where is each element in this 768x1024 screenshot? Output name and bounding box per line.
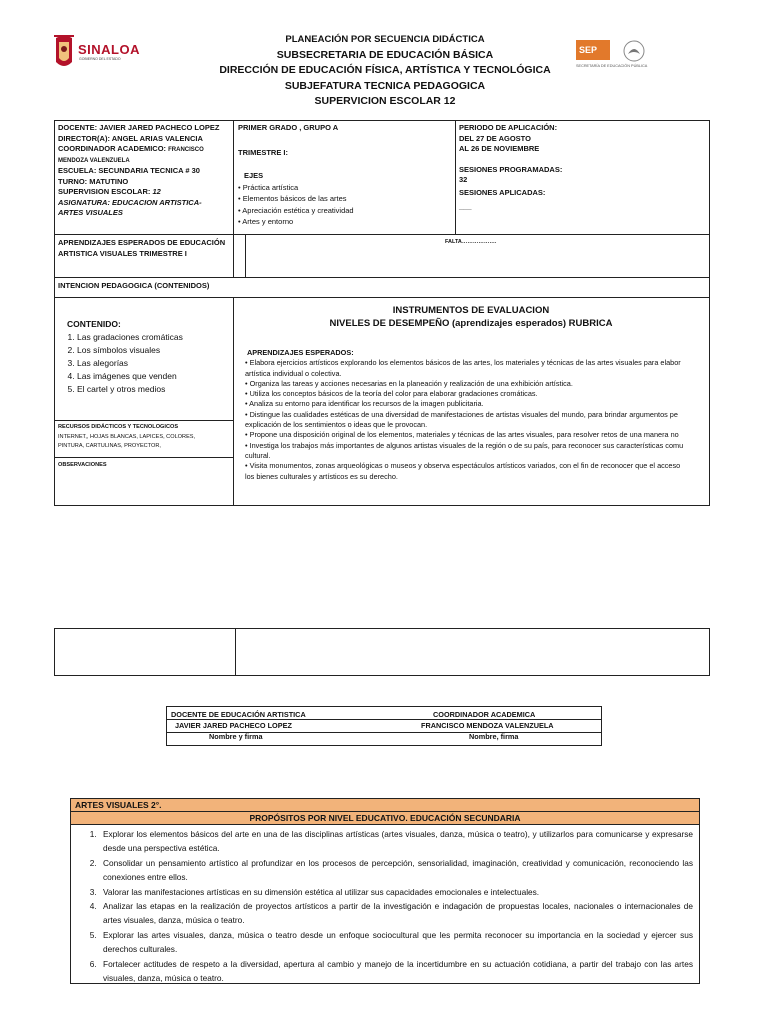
sinaloa-subtitle: GOBIERNO DEL ESTADO (79, 57, 121, 61)
aprendizaje-line: artística individual o colectiva. (245, 368, 342, 378)
ejes-label: EJES (244, 171, 264, 180)
sep-subtitle: SECRETARÍA DE EDUCACIÓN PÚBLICA (576, 63, 648, 68)
grid-line (455, 121, 456, 234)
periodo-del: DEL 27 DE AGOSTO (459, 133, 531, 143)
evaluacion-cell (234, 304, 708, 330)
aprendizajes-label-1: APRENDIZAJES ESPERADOS DE EDUCACIÓN (58, 238, 226, 247)
docente: DOCENTE: JAVIER JARED PACHECO LOPEZ (58, 123, 220, 132)
coordinador-label: COORDINADOR ACADEMICO: (58, 144, 169, 153)
director: DIRECTOR(A): ANGEL ARIAS VALENCIA (58, 133, 203, 143)
sep-wordmark: SEP (579, 45, 598, 55)
aprendizaje-line: • Visita monumentos, zonas arqueológicas o museos y observa espectáculos artísticos variados, con el fin de reconocer que el acceso (245, 461, 681, 471)
supervision (58, 187, 232, 198)
aprendizaje-line: • Distingue las cualidades estéticas de una diversidad de manifestaciones de artistas visuales del mundo, para brindar argumentos pe (245, 409, 678, 419)
eje-item: • Artes y entorno (238, 217, 294, 226)
contenido-item: 2. Los símbolos visuales (77, 344, 231, 357)
coordinador-sign-label: Nombre, firma (469, 732, 519, 741)
docente-signature-block (171, 709, 331, 742)
periodo-al: AL 26 DE NOVIEMBRE (459, 144, 540, 153)
recursos-line-1: INTERNET,, HOJAS BLANCAS, LAPICES, COLORES, (58, 433, 196, 440)
recursos-cell (58, 423, 232, 452)
aprendizajes-label-cell (58, 238, 244, 259)
sesiones-aplicadas-label: SESIONES APLICADAS: (459, 187, 546, 197)
contenido-cell (61, 318, 231, 396)
document-header (170, 32, 600, 110)
falta-text: FALTA………………. (445, 239, 497, 245)
eje-item: • Apreciación estética y creatividad (238, 205, 354, 215)
escuela: ESCUELA: SECUNDARIA TECNICA # 30 (58, 166, 200, 175)
blank-table (54, 628, 710, 676)
coordinador-name-1: FRANCISCO (168, 147, 204, 153)
eje-item: • Elementos básicos de las artes (238, 194, 347, 203)
trimestre: TRIMESTRE I: (238, 147, 288, 157)
intencion-label: INTENCION PEDAGOGICA (CONTENIDOS) (58, 281, 210, 290)
contenido-item: 5. El cartel y otros medios (77, 383, 231, 396)
header-line-5: SUPERVICION ESCOLAR 12 (314, 95, 456, 107)
docente-sign-label: Nombre y firma (209, 732, 263, 741)
eje-item: • Práctica artística (238, 182, 299, 192)
grade-cell (238, 123, 452, 228)
sesiones-programadas-value: 32 (459, 175, 468, 184)
recursos-line-2: PINTURA, CARTULINAS, PROYECTOR, (58, 443, 161, 449)
grado: PRIMER GRADO , GRUPO A (238, 123, 339, 132)
aprendizaje-line: los bienes culturales y artísticos es su derecho. (245, 471, 398, 481)
aprendizaje-line: • Elabora ejercicios artísticos explorando los elementos básicos de las artes, los materiales y técnicas de las artes visuales para elabor (245, 358, 681, 368)
grid-line (235, 629, 236, 675)
sesiones-aplicadas-value: ___ (459, 202, 472, 211)
proposito-item: 2. Consolidar un pensamiento artístico al profundizar en los procesos de percepción, sensorialidad, imaginación, creatividad y comunicación, reconociendo las conexiones entre ellos. (99, 856, 693, 885)
grid-line (55, 277, 709, 278)
evaluacion-title-2: NIVELES DE DESEMPEÑO (aprendizajes esperados) RUBRICA (329, 318, 613, 329)
docente-title: DOCENTE DE EDUCACIÓN ARTISTICA (171, 710, 306, 719)
recursos-label: RECURSOS DIDÁCTICOS Y TECNOLOGICOS (58, 424, 179, 430)
coordinador-name: FRANCISCO MENDOZA VALENZUELA (421, 721, 554, 730)
aprendizaje-line: explicación de los sentimientos o ideas que le provocan. (245, 420, 428, 430)
proposito-item: 5. Explorar las artes visuales, danza, música o teatro desde un enfoque sociocultural que les permita reconocer su importancia en la sociedad y ejercer sus derechos culturales. (99, 928, 693, 957)
proposito-item: 6. Fortalecer actitudes de respeto a la diversidad, apertura al cambio y manejo de la incertidumbre en su actuación cotidiana, a partir del trabajo con las artes visuales, danza, música o teatro. (99, 957, 693, 986)
teacher-info-cell (58, 123, 232, 219)
sesiones-programadas-label: SESIONES PROGRAMADAS: (459, 164, 563, 174)
aprendizaje-line: • Analiza su entorno para identificar los recursos de la imagen publicitaria. (245, 399, 484, 409)
coordinador (58, 144, 232, 156)
header-line-3: DIRECCIÓN DE EDUCACIÓN FÍSICA, ARTÍSTICA Y TECNOLÓGICA (219, 64, 551, 76)
supervision-value: 12 (152, 187, 161, 196)
header-line-4: SUBJEFATURA TECNICA PEDAGOGICA (284, 79, 486, 92)
evaluacion-title-1: INSTRUMENTOS DE EVALUACION (392, 305, 550, 316)
sinaloa-wordmark: SINALOA (78, 42, 140, 57)
header-line-1: PLANEACIÓN POR SECUENCIA DIDÁCTICA (285, 34, 485, 45)
grid-line (55, 297, 709, 298)
observaciones-label: OBSERVACIONES (58, 462, 107, 468)
aprendizajes-label-2: ARTISTICA VISUALES TRIMESTRE I (58, 248, 187, 258)
contenido-item: 3. Las alegorías (77, 357, 231, 370)
contenido-item: 4. Las imágenes que venden (77, 370, 231, 383)
aprendizaje-line: • Investiga los trabajos más importantes de algunos artistas visuales de la región o de su país, para reconocer sus características comu (245, 440, 684, 450)
supervision-label: SUPERVISION ESCOLAR: (58, 187, 153, 196)
eagle-emblem-icon (622, 40, 646, 62)
grid-line (55, 457, 233, 458)
asignatura-1: ASIGNATURA: EDUCACION ARTISTICA- (58, 197, 202, 207)
sinaloa-logo (52, 32, 142, 74)
period-cell (459, 123, 705, 213)
contenido-label: CONTENIDO: (67, 319, 121, 329)
aprendizaje-line: cultural. (245, 450, 271, 460)
periodo-label: PERIODO DE APLICACIÓN: (459, 123, 558, 132)
propositos-header: ARTES VISUALES 2°. (71, 799, 699, 812)
grid-line (55, 234, 709, 235)
aprendizaje-line: • Utiliza los conceptos básicos de la teoría del color para elaborar gradaciones cromáticas. (245, 389, 538, 399)
docente-name: JAVIER JARED PACHECO LOPEZ (175, 721, 292, 730)
coordinador-signature-block (421, 709, 601, 742)
contenido-list (61, 331, 231, 396)
grid-line (55, 420, 233, 421)
contenido-item: 1. Las gradaciones cromáticas (77, 331, 231, 344)
proposito-item: 4. Analizar las etapas en la realización de proyectos artísticos a partir de la investigación e indagación de propuestas locales, nacionales o internacionales de artes visuales, danza, música o teatro. (99, 899, 693, 928)
aprendizajes-esperados-label: APRENDIZAJES ESPERADOS: (247, 348, 354, 357)
turno: TURNO: MATUTINO (58, 176, 129, 186)
signature-table (166, 706, 602, 746)
aprendizaje-line: • Propone una disposición original de los elementos, materiales y técnicas de las artes visuales, para resolver retos de una manera no (245, 430, 679, 440)
coordinador-title: COORDINADOR ACADEMICA (433, 710, 536, 719)
aprendizaje-line: • Organiza las tareas y acciones necesarias en la planeación y realización de una exhibición artística. (245, 378, 573, 388)
grid-line (245, 234, 246, 277)
aprendizajes-esperados-list (245, 348, 709, 482)
propositos-table (70, 798, 700, 984)
proposito-item: 1. Explorar los elementos básicos del arte en una de las disciplinas artísticas (artes visuales, danza, música o teatro), y utilizarlos para comunicarse y expresarse desde una perspectiva estética. (99, 827, 693, 856)
planning-table (54, 120, 710, 506)
coordinador-name-2: MENDOZA VALENZUELA (58, 157, 130, 164)
propositos-list (71, 825, 693, 985)
asignatura-2: ARTES VISUALES (58, 208, 123, 217)
propositos-subheader: PROPÓSITOS POR NIVEL EDUCATIVO. EDUCACIÓN SECUNDARIA (71, 812, 699, 825)
proposito-item: 3. Valorar las manifestaciones artísticas en su dimensión estética al utilizar sus capacidades emocionales e intelectuales. (99, 885, 693, 899)
header-line-2: SUBSECRETARIA DE EDUCACIÓN BÁSICA (276, 48, 494, 61)
